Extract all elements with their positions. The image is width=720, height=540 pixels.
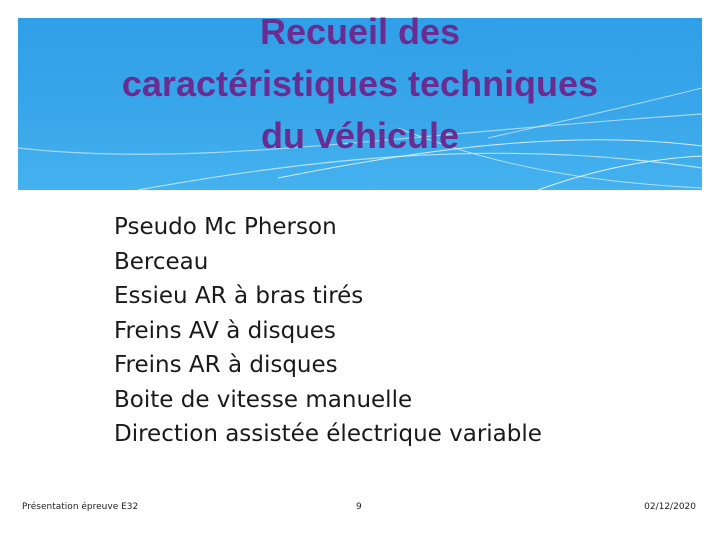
list-item: Berceau bbox=[114, 248, 209, 275]
characteristics-list bbox=[114, 210, 674, 452]
slide-title bbox=[18, 6, 702, 162]
list-item: Direction assistée électrique variable bbox=[114, 421, 542, 447]
list-item: Freins AV à disques bbox=[114, 317, 336, 344]
list-item: Boite de vitesse manuelle bbox=[114, 386, 413, 413]
title-line-2: caractéristiques techniques bbox=[121, 63, 599, 104]
footer-presentation-label: Présentation épreuve E32 bbox=[22, 502, 139, 512]
list-item: Pseudo Mc Pherson bbox=[114, 214, 337, 240]
footer-page-number: 9 bbox=[356, 502, 362, 512]
list-item: Essieu AR à bras tirés bbox=[114, 283, 364, 309]
title-line-3: du véhicule bbox=[260, 115, 460, 156]
title-line-1: Recueil des bbox=[259, 11, 461, 52]
list-item: Freins AR à disques bbox=[114, 352, 338, 378]
footer-date: 02/12/2020 bbox=[644, 502, 696, 512]
